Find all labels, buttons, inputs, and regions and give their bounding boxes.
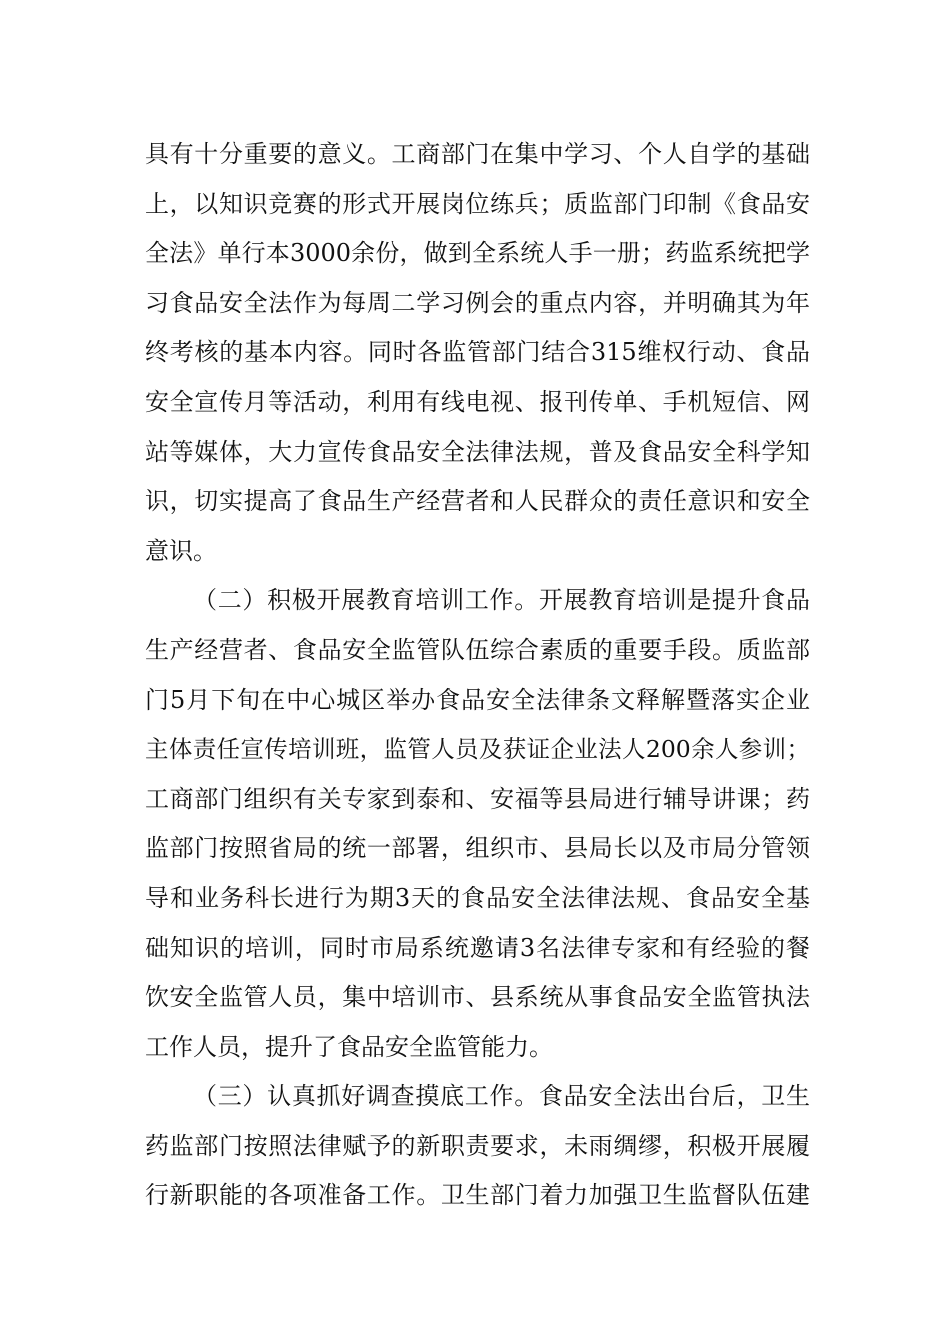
text-line: 导和业务科长进行为期3天的食品安全法律法规、食品安全基	[145, 883, 810, 912]
text-line: 础知识的培训，同时市局系统邀请3名法律专家和有经验的餐	[145, 933, 810, 962]
text-line: 主体责任宣传培训班，监管人员及获证企业法人200余人参训；	[145, 735, 810, 764]
section-heading-line: （二）积极开展教育培训工作。开展教育培训是提升食品	[193, 586, 810, 615]
text-line: 具有十分重要的意义。工商部门在集中学习、个人自学的基础	[145, 140, 810, 168]
text-line: 上，以知识竞赛的形式开展岗位练兵；质监部门印制《食品安	[145, 189, 810, 218]
text-line: 门5月下旬在中心城区举办食品安全法律条文释解暨落实企业	[145, 685, 810, 714]
text-line: 生产经营者、食品安全监管队伍综合素质的重要手段。质监部	[145, 635, 810, 664]
text-line: 意识。	[145, 536, 217, 565]
document-body	[145, 130, 810, 1221]
text-line: 行新职能的各项准备工作。卫生部门着力加强卫生监督队伍建	[145, 1181, 810, 1210]
text-line: 工商部门组织有关专家到泰和、安福等县局进行辅导讲课；药	[145, 784, 810, 813]
paragraph-intro-continuation	[145, 130, 810, 576]
text-line: 饮安全监管人员，集中培训市、县系统从事食品安全监管执法	[145, 983, 810, 1012]
text-line: 工作人员，提升了食品安全监管能力。	[145, 1032, 553, 1061]
paragraph-section-3	[145, 1072, 810, 1221]
text-line: 站等媒体，大力宣传食品安全法律法规，普及食品安全科学知	[145, 437, 810, 466]
text-line: 终考核的基本内容。同时各监管部门结合315维权行动、食品	[145, 338, 810, 367]
text-line: 习食品安全法作为每周二学习例会的重点内容，并明确其为年	[145, 288, 810, 317]
text-line: 药监部门按照法律赋予的新职责要求，未雨绸缪，积极开展履	[145, 1131, 810, 1160]
text-line: 全法》单行本3000余份，做到全系统人手一册；药监系统把学	[145, 239, 810, 268]
section-heading-line: （三）认真抓好调查摸底工作。食品安全法出台后，卫生	[193, 1082, 810, 1111]
paragraph-section-2	[145, 576, 810, 1072]
text-line: 识，切实提高了食品生产经营者和人民群众的责任意识和安全	[145, 487, 810, 516]
text-line: 安全宣传月等活动，利用有线电视、报刊传单、手机短信、网	[145, 387, 810, 416]
text-line: 监部门按照省局的统一部署，组织市、县局长以及市局分管领	[145, 834, 810, 863]
